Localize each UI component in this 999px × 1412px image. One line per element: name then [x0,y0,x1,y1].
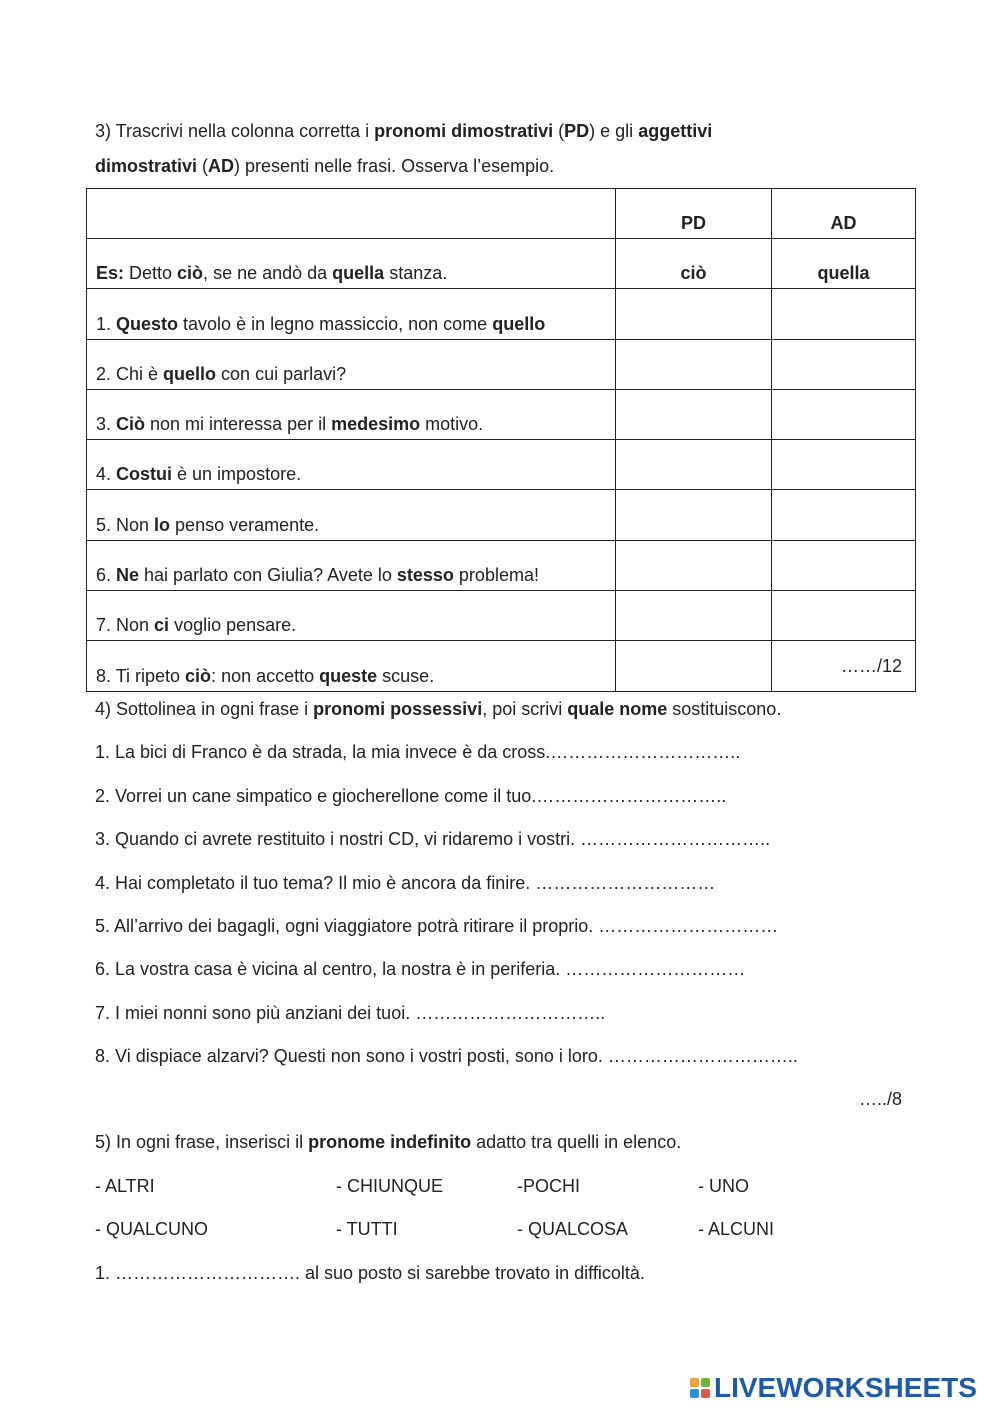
pd-answer-cell[interactable] [616,641,772,691]
row-sentence [87,641,616,691]
option-uno: - UNO [698,1176,749,1196]
ad-answer-cell[interactable] [772,440,916,490]
row-sentence [87,289,616,339]
ex3-instr-bold: pronomi dimostrativi [374,121,554,141]
option-alcuni: - ALCUNI [698,1219,775,1239]
header-pd: PD [616,189,772,239]
table-row [87,440,916,490]
option-tutti: - TUTTI [336,1219,398,1239]
ex4-item: 4. Hai completato il tuo tema? Il mio è ancora da finire. ………………………… [95,873,716,893]
row-bold: ci [154,615,170,636]
row-bold: Ne [116,565,140,586]
pd-answer-cell[interactable] [616,339,772,389]
table-row [87,591,916,641]
example-bold: quella [332,263,385,284]
ex4-instr-bold: pronomi possessivi [313,699,483,719]
ex3-instr-bold: PD [564,121,590,141]
ex4-item: 7. I miei nonni sono più anziani dei tuoi. ………………………….. [95,1003,606,1023]
row-bold: queste [319,665,378,686]
ex3-instr-text: ( [553,121,565,141]
table-row [87,289,916,339]
row-text: 8. Ti ripeto [96,665,186,686]
row-text: scuse. [377,665,435,686]
row-sentence [87,440,616,490]
ex4-instr-text: , poi scrivi [482,699,568,719]
ex3-instr-text: ) presenti nelle frasi. Osserva l’esempio. [234,156,555,176]
logo-square [701,1389,710,1398]
option-qualcuno: - QUALCUNO [95,1219,209,1239]
header-ad: AD [772,189,916,239]
row-bold: Ciò [116,414,146,435]
ex3-instr-text: ( [197,156,209,176]
example-bold: ciò [177,263,204,284]
row-text: 3. [96,414,117,435]
ex5-item-1: 1. …………………………. al suo posto si sarebbe trovato in difficoltà. [95,1263,645,1283]
row-bold: medesimo [331,414,421,435]
pd-answer-cell[interactable] [616,591,772,641]
ex3-instruction-line1 [95,122,712,140]
row-bold: quello [492,313,546,334]
ex3-instruction-line2 [95,157,554,175]
table-row [87,339,916,389]
table-row [87,389,916,439]
logo-mark-icon [690,1378,710,1398]
ad-answer-cell[interactable] [772,591,916,641]
ex4-item: 6. La vostra casa è vicina al centro, la nostra è in periferia. ………………………… [95,959,746,979]
ex4-item: 2. Vorrei un cane simpatico e giocherellone come il tuo.………………………….. [95,786,727,806]
example-ad-answer: quella [772,239,916,289]
option-altri: - ALTRI [95,1176,155,1196]
row-text: 5. Non [96,514,155,535]
row-text: 1. [96,313,117,334]
ex3-instr-bold: AD [208,156,235,176]
ex3-instr-bold: aggettivi [638,121,713,141]
pd-answer-cell[interactable] [616,440,772,490]
table-row [87,641,916,691]
example-sentence [87,239,616,289]
ex4-item: 8. Vi dispiace alzarvi? Questi non sono i vostri posti, sono i loro. ………………………….. [95,1046,798,1066]
pd-answer-cell[interactable] [616,540,772,590]
logo-text: LIVEWORKSHEETS [714,1372,977,1403]
ad-answer-cell[interactable] [772,490,916,540]
option-chiunque: - CHIUNQUE [336,1176,443,1196]
row-bold: stesso [396,565,454,586]
ex4-score: …../8 [858,1089,902,1109]
ad-answer-cell[interactable] [772,389,916,439]
ex4-instr-text: 4) Sottolinea in ogni frase i [95,699,314,719]
row-sentence [87,540,616,590]
row-text: penso veramente. [170,514,320,535]
row-text: voglio pensare. [169,615,297,636]
example-text: Detto [124,263,178,284]
row-text: tavolo è in legno massiccio, non come [178,313,493,334]
ex4-instruction [95,700,781,718]
row-bold: Costui [116,464,173,485]
row-text: motivo. [420,414,484,435]
row-bold: lo [154,514,171,535]
row-text: 6. [96,565,117,586]
example-label: Es: [96,263,125,284]
row-text: è un impostore. [172,464,302,485]
logo-square [701,1378,710,1387]
row-sentence [87,339,616,389]
row-text: problema! [453,565,539,586]
ex4-item: 3. Quando ci avrete restituito i nostri CD, vi ridaremo i vostri. ………………………….. [95,829,771,849]
ex4-item: 1. La bici di Franco è da strada, la mia invece è da cross.………………………….. [95,742,741,762]
ex5-instr-text: 5) In ogni frase, inserisci il [95,1132,309,1152]
ad-answer-cell[interactable] [772,289,916,339]
ex3-instr-bold: dimostrativi [95,156,198,176]
logo-square [690,1378,699,1387]
table-row [87,540,916,590]
row-text: non mi interessa per il [145,414,332,435]
row-sentence [87,389,616,439]
ex3-score: ……/12 [840,656,902,676]
ex5-instr-text: adatto tra quelli in elenco. [471,1132,682,1152]
row-text: 4. [96,464,117,485]
ex5-instr-bold: pronome indefinito [308,1132,472,1152]
ex3-instr-text: ) e gli [589,121,639,141]
example-pd-answer: ciò [616,239,772,289]
row-bold: Questo [116,313,179,334]
row-bold: ciò [185,665,212,686]
option-qualcosa: - QUALCOSA [517,1219,629,1239]
row-sentence [87,490,616,540]
ex3-instr-text: 3) Trascrivi nella colonna corretta i [95,121,375,141]
row-text: 2. Chi è [96,363,164,384]
row-text: con cui parlavi? [216,363,347,384]
row-bold: quello [163,363,217,384]
table-row [87,490,916,540]
ex4-instr-bold: quale nome [567,699,668,719]
ad-answer-cell[interactable] [772,540,916,590]
pd-answer-cell[interactable] [616,490,772,540]
row-sentence [87,591,616,641]
table-header-row [87,189,916,239]
ex3-table [86,188,916,692]
example-text: , se ne andò da [203,263,333,284]
option-pochi: -POCHI [517,1176,580,1196]
ad-answer-cell[interactable] [772,339,916,389]
header-empty-cell [87,189,616,239]
pd-answer-cell[interactable] [616,389,772,439]
example-text: stanza. [384,263,448,284]
row-text: : non accetto [211,665,320,686]
logo-square [690,1389,699,1398]
row-text: 7. Non [96,615,155,636]
liveworksheets-logo [690,1374,977,1402]
ex4-instr-text: sostituiscono. [667,699,782,719]
pd-answer-cell[interactable] [616,289,772,339]
example-row [87,239,916,289]
ex5-instruction [95,1133,681,1151]
row-text: hai parlato con Giulia? Avete lo [139,565,397,586]
ex4-item: 5. All’arrivo dei bagagli, ogni viaggiatore potrà ritirare il proprio. ………………………… [95,916,779,936]
